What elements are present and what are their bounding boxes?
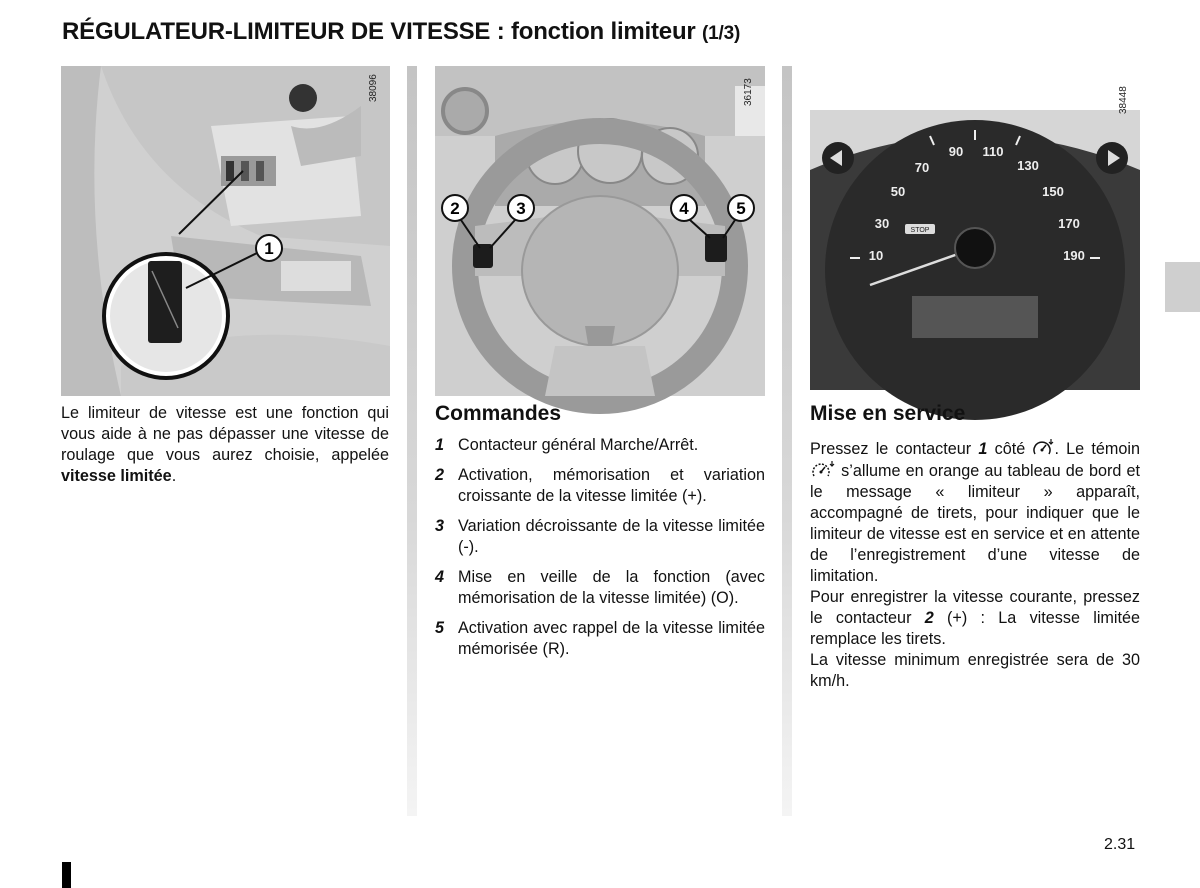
callout-4: 4 (679, 199, 689, 218)
figure-switch-panel (61, 66, 390, 396)
speed-190: 190 (1063, 248, 1085, 263)
speed-90: 90 (948, 144, 964, 159)
page-title (62, 18, 740, 46)
intro-paragraph: Le limiteur de vitesse est une fonction qui vous aide à ne pas dépasser une vitesse de roulage que vous aurez choisie, appelée vitesse limitée. (61, 404, 389, 485)
paragraph: Pressez le contacteur 1 côté . Le témoin s’allume en orange au tableau de bord et le message « limiteur » apparaît, accompagné de tirets, pour indiquer que le limiteur de vitesse est en service et en attente de l’enregistrement d’une vitesse de limitation. (810, 440, 1140, 585)
speed-70: 70 (914, 160, 930, 175)
steering-wheel-illustration (435, 66, 765, 396)
list-item: 1 Contacteur général Marche/Arrêt. (435, 436, 699, 454)
paragraph: La vitesse minimum enregistrée sera de 30 km/h. (810, 651, 1140, 690)
speed-10: 10 (868, 248, 884, 263)
figure-ref: 38448 (1118, 86, 1129, 114)
speed-50: 50 (890, 184, 906, 199)
list-item: 4 Mise en veille de la fonction (avec mémorisation de la vitesse limitée) (O). (435, 568, 765, 607)
chapter-tab (1165, 262, 1200, 312)
column-divider (407, 66, 417, 816)
speed-170: 170 (1058, 216, 1080, 231)
figure-instrument-cluster (810, 86, 1140, 390)
title-main: RÉGULATEUR-LIMITEUR DE VITESSE : fonction limiteur (62, 18, 696, 45)
figure-ref: 38096 (368, 74, 379, 102)
callout-2: 2 (450, 199, 460, 218)
stop-indicator-label: STOP (910, 227, 930, 234)
term-vitesse-limitee: vitesse limitée (61, 467, 172, 485)
paragraph: Pour enregistrer la vitesse courante, pressez le contacteur 2 (+) : La vitesse limitée remplace les tirets. (810, 588, 1140, 648)
speed-150: 150 (1042, 184, 1064, 199)
speedometer-illustration (810, 110, 1140, 390)
callout-3: 3 (516, 199, 526, 218)
activation-paragraphs (810, 438, 1140, 692)
list-item: 2 Activation, mémorisation et variation croissante de la vitesse limitée (+). (435, 466, 765, 505)
crop-mark (62, 862, 71, 888)
list-item: 3 Variation décroissante de la vitesse limitée (-). (435, 517, 765, 556)
speed-110: 110 (982, 144, 1004, 159)
callout-5: 5 (736, 199, 746, 218)
commands-list (435, 435, 765, 669)
column-divider (782, 66, 792, 816)
speed-limiter-icon (1032, 438, 1054, 458)
speed-130: 130 (1017, 158, 1039, 173)
title-part: (1/3) (702, 23, 741, 44)
section-heading-mise-en-service: Mise en service (810, 402, 966, 425)
list-item: 5 Activation avec rappel de la vitesse limitée mémorisée (R). (435, 619, 765, 658)
figure-steering-wheel (435, 66, 765, 396)
switch-panel-illustration (61, 66, 390, 396)
callout-1: 1 (264, 239, 274, 258)
speed-30: 30 (874, 216, 890, 231)
figure-ref: 36173 (743, 78, 754, 106)
section-heading-commandes: Commandes (435, 402, 562, 425)
speed-limiter-warning-icon (810, 460, 836, 480)
page-number: 2.31 (1104, 836, 1136, 853)
